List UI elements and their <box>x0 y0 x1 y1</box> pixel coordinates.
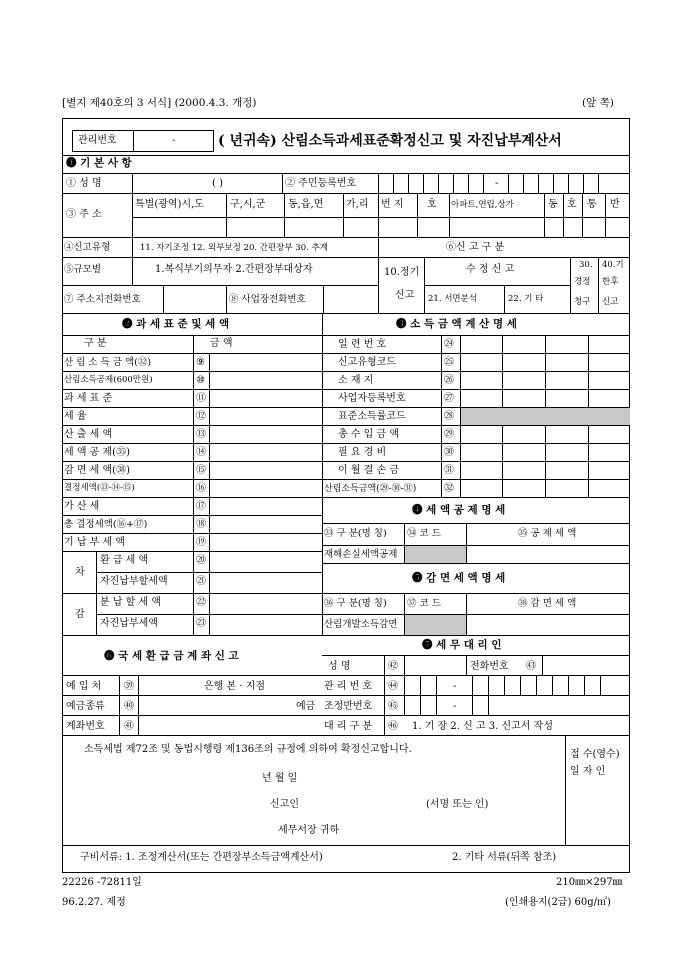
inc-row-2: 신고유형코드 <box>338 357 396 368</box>
address-label: ③ 주 소 <box>66 209 102 220</box>
tax-row-6: 세 액 공 제(㉟) <box>64 447 130 458</box>
inc-no-9: ㉜ <box>444 483 454 494</box>
credit-row: 재해손실세액공제 <box>324 549 398 560</box>
tax-col-category: 구 분 <box>84 338 107 349</box>
agent-name-label: 성 명 <box>328 661 351 672</box>
tax-row-7: 감 면 세 액(㊳) <box>64 465 130 476</box>
form-title: ( 년귀속) 산림소득과세표준확정신고 및 자진납부계산서 <box>218 133 562 149</box>
credit-col-2: ㉞ 코 드 <box>407 528 441 539</box>
inc-no-4: ㉗ <box>444 393 454 404</box>
agent-tel-label: 전화번호 <box>470 661 509 672</box>
declaration-date: 년 월 일 <box>262 773 298 784</box>
report-class-label: ⑥신 고 구 분 <box>446 242 505 253</box>
biz-phone-label: ⑧ 사업장전화번호 <box>229 294 306 305</box>
inc-row-5: 표준소득률코드 <box>338 411 406 422</box>
footer-size: 210㎜×297㎜ <box>556 877 623 888</box>
agent-adj-label: 조정반번호 <box>324 701 373 712</box>
tax-no-9: ⑰ <box>196 501 206 512</box>
tax-col-amount: 금 액 <box>210 338 233 349</box>
receipt-stamp-1: 접 수(영수) <box>570 749 620 760</box>
acct-type-label: 예금종류 <box>66 701 105 712</box>
agent-adj-dash: - <box>453 701 457 712</box>
inc-row-9: 산림소득금액(㉙-㉚-㉛) <box>324 484 417 494</box>
rrn-dash: - <box>495 178 499 189</box>
exempt-row: 산림개발소득감면 <box>324 619 398 630</box>
home-phone-label: ⑦ 주소지전화번호 <box>64 294 141 305</box>
income-calc-heading: ❸ 소 득 금 액 계 산 명 세 <box>396 318 517 330</box>
agent-tel-no: ㊸ <box>526 661 536 672</box>
refund-heading: ❻ 국 세 환 급 금 계 좌 신 고 <box>104 650 239 662</box>
sign-note: (서명 또는 인) <box>426 799 489 810</box>
deduct-no-2: ㉑ <box>196 576 206 587</box>
deduct-side-2: 감 <box>75 609 85 620</box>
addr-ban: 반 <box>610 199 620 210</box>
addr-tong: 통 <box>587 199 597 210</box>
deduct-side-1: 차 <box>75 567 85 578</box>
deduct-no-3: ㉒ <box>196 597 206 608</box>
tax-no-7: ⑮ <box>196 465 206 476</box>
form-reference: [별지 제40호의 3 서식] (2000.4.3. 개정) <box>62 97 257 109</box>
tax-row-8: 결정세액(⑬-⑭-⑮) <box>64 483 135 493</box>
acct-no-label: 계좌번호 <box>66 721 105 732</box>
agent-name-no: ㊷ <box>388 661 398 672</box>
tax-row-11: 기 납 부 세 액 <box>64 537 126 548</box>
inc-row-3: 소 재 지 <box>338 375 374 386</box>
exempt-col-3: ㊳ 감 면 세 액 <box>518 598 577 609</box>
tax-row-4: 세 율 <box>64 411 87 422</box>
scale-label: ⑤규모별 <box>64 264 102 275</box>
attachments-right: 2. 기타 서류(뒤쪽 참조) <box>452 852 557 863</box>
addr-apt: 아파트,연립,상가 <box>451 200 514 210</box>
addr-bunji: 번 지 <box>381 199 404 210</box>
tax-no-8: ⑯ <box>196 483 206 494</box>
declaration-text: 소득세법 제72조 및 동법시행령 제136조의 규정에 의하여 확정신고합니다. <box>84 744 412 755</box>
agent-mgmt-no: ㊹ <box>388 681 398 692</box>
agent-div-text: 1. 기 장 2. 신 고 3. 신고서 작성 <box>412 721 553 732</box>
tax-row-3: 과 세 표 준 <box>64 393 113 404</box>
tax-no-6: ⑭ <box>196 447 206 458</box>
receipt-stamp-2: 일 자 인 <box>570 766 606 777</box>
agent-div-label: 대 리 구 분 <box>324 721 373 732</box>
report-type-options: 11. 자기조정 12. 외부보정 20. 간편장부 30. 추계 <box>140 243 328 253</box>
tax-row-10: 총 결정세액(⑯+⑰) <box>64 519 148 530</box>
page-side: (앞 쪽) <box>582 97 614 109</box>
footer-paper: (인쇄용지(2급) 60g/㎡) <box>505 897 611 908</box>
class-30: 30. <box>579 260 593 270</box>
addr-district: 구,시,군 <box>230 199 266 210</box>
tax-credit-heading: ❹ 세 액 공 제 명 세 <box>412 504 506 516</box>
name-label: ① 성 명 <box>66 178 102 189</box>
acct-type-text: 예금 <box>296 701 316 712</box>
credit-col-1: ㉝ 구 분(명 칭) <box>324 528 387 539</box>
bank-no: ㊴ <box>124 681 134 692</box>
inc-no-6: ㉙ <box>444 429 454 440</box>
tax-no-4: ⑫ <box>196 411 206 422</box>
tax-no-10: ⑱ <box>196 519 206 530</box>
deduct-row-3: 분 납 할 세 액 <box>100 597 162 608</box>
amend-21: 21. 서면분석 <box>428 294 478 304</box>
addressee: 세무서장 귀하 <box>278 825 340 836</box>
exemption-heading: ❺ 감 면 세 액 명 세 <box>412 572 506 584</box>
tax-calc-heading: ❷ 과 세 표 준 및 세 액 <box>122 318 230 330</box>
inc-no-1: ㉔ <box>444 339 454 350</box>
deduct-no-1: ⑳ <box>196 555 206 566</box>
agent-mgmt-label: 관 리 번 호 <box>324 681 373 692</box>
footer-date: 96.2.27. 제정 <box>62 897 126 908</box>
deduct-no-4: ㉓ <box>196 618 206 629</box>
tax-no-5: ⑬ <box>196 429 206 440</box>
tax-row-1: 산 림 소 득 금 액(㉜) <box>64 357 152 368</box>
agent-div-no: ㊻ <box>388 721 398 732</box>
addr-apt-dong: 동 <box>548 199 558 210</box>
inc-no-8: ㉛ <box>444 465 454 476</box>
mgmt-label: 관리번호 <box>78 135 117 146</box>
inc-row-7: 필 요 경 비 <box>338 447 387 458</box>
class-30-b: 경정 <box>574 277 591 287</box>
amend-label: 수 정 신 고 <box>466 264 515 275</box>
deduct-row-2: 자진납부할세액 <box>100 576 168 587</box>
inc-no-3: ㉖ <box>444 375 454 386</box>
tax-no-3: ⑪ <box>196 393 206 404</box>
addr-dong: 동,읍,면 <box>288 199 324 210</box>
addr-ri: 가,리 <box>346 199 369 210</box>
tax-row-5: 산 출 세 액 <box>64 429 113 440</box>
bank-text: 은행 본 · 지점 <box>204 681 266 692</box>
acct-no-no: ㊶ <box>124 721 134 732</box>
mgmt-dash: - <box>172 135 176 146</box>
tax-no-11: ⑲ <box>196 537 206 548</box>
amend-22: 22. 기 타 <box>508 294 544 304</box>
inc-no-2: ㉕ <box>444 357 454 368</box>
inc-no-5: ㉘ <box>444 411 454 422</box>
agent-adj-no: ㊺ <box>388 701 398 712</box>
footer-code: 22226 -72811일 <box>62 877 142 888</box>
inc-row-4: 사업자등록번호 <box>338 393 406 404</box>
class-40-b: 한후 <box>602 277 619 287</box>
scale-options: 1.복식부기의무자 2.간편장부대상자 <box>155 264 313 275</box>
inc-no-7: ㉚ <box>444 447 454 458</box>
tax-row-9: 가 산 세 <box>64 501 100 512</box>
inc-row-6: 총 수 입 금 액 <box>338 429 400 440</box>
addr-ho: 호 <box>427 199 437 210</box>
tax-row-2: 산림소득공제(600만원) <box>64 375 153 385</box>
class-40-c: 신고 <box>602 297 619 307</box>
addr-city: 특별(광역)시,도 <box>135 199 204 210</box>
tax-no-1: ⑨ <box>196 357 205 368</box>
exempt-col-2: ㊲ 코 드 <box>407 598 441 609</box>
inc-row-8: 이 월 결 손 금 <box>338 465 400 476</box>
agent-mgmt-dash: - <box>453 681 457 692</box>
acct-type-no: ㊵ <box>124 701 134 712</box>
name-paren: ( ) <box>212 178 223 189</box>
exempt-col-1: ㊱ 구 분(명 칭) <box>324 598 387 609</box>
deduct-row-4: 자진납부세액 <box>100 618 158 629</box>
report-type-label: ④신고유형 <box>64 242 111 253</box>
rrn-label: ② 주민등록번호 <box>285 178 357 189</box>
credit-col-3: ㉟ 공 제 세 액 <box>518 528 577 539</box>
class-40: 40.기 <box>602 260 624 270</box>
regular-report-2: 신고 <box>395 290 415 301</box>
deduct-row-1: 환 급 세 액 <box>100 555 149 566</box>
regular-report: 10.정기 <box>384 267 420 278</box>
tax-no-2: ⑩ <box>196 375 205 386</box>
signer-label: 신고인 <box>270 799 299 810</box>
basic-heading: ❶ 기 본 사 항 <box>66 157 132 169</box>
bank-label: 예 입 처 <box>66 681 102 692</box>
inc-row-1: 일 련 번 호 <box>338 339 387 350</box>
class-30-c: 청구 <box>574 297 591 307</box>
attachments-left: 구비서류: 1. 조정계산서(또는 간편장부소득금액계산서) <box>80 852 323 863</box>
agent-heading: ❼ 세 무 대 리 인 <box>422 639 502 651</box>
addr-apt-ho: 호 <box>567 199 577 210</box>
